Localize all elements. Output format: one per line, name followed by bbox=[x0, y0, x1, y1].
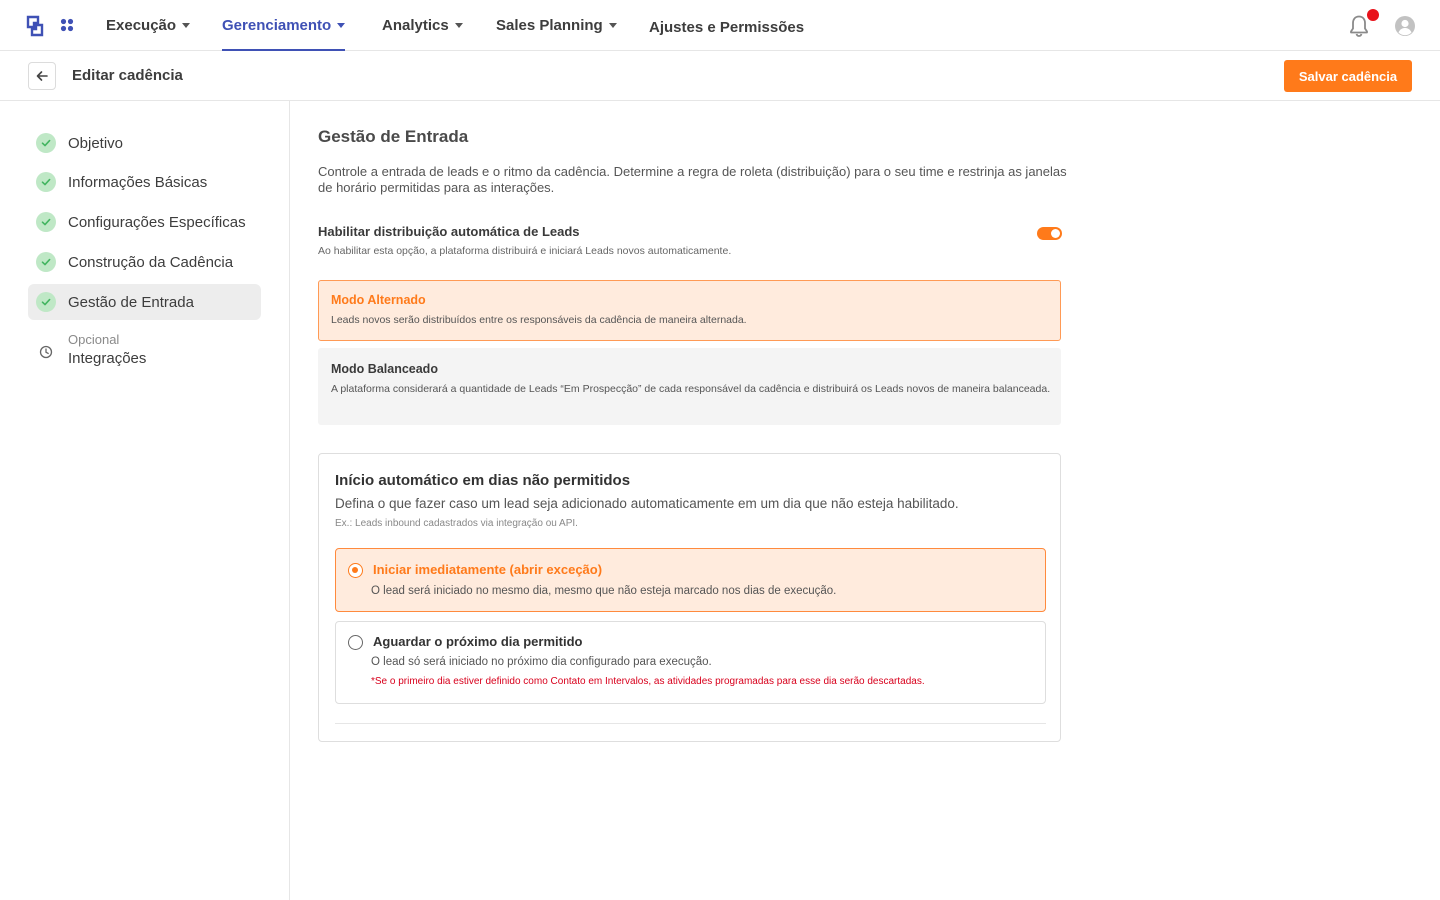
sidebar-step-label: Objetivo bbox=[68, 134, 124, 152]
section-title: Gestão de Entrada bbox=[318, 127, 469, 146]
sidebar-step-objetivo[interactable] bbox=[28, 125, 261, 161]
clock-icon bbox=[39, 345, 53, 359]
nav-item-gerenciamento[interactable] bbox=[222, 0, 345, 51]
top-navigation bbox=[0, 0, 1440, 51]
save-cadence-button[interactable]: Salvar cadência bbox=[1284, 60, 1412, 92]
nav-item-analytics[interactable] bbox=[382, 0, 463, 51]
option-description: O lead será iniciado no mesmo dia, mesmo que não esteja marcado nos dias de execução. bbox=[371, 585, 837, 597]
nav-item-execucao[interactable] bbox=[106, 0, 190, 51]
auto-start-card bbox=[318, 453, 1061, 742]
divider bbox=[335, 723, 1046, 724]
arrow-left-icon bbox=[35, 69, 49, 83]
chevron-down-icon bbox=[182, 23, 190, 28]
sidebar-step-configuracoes-especificas[interactable] bbox=[28, 204, 261, 240]
check-circle-icon bbox=[36, 172, 56, 192]
mode-title: Modo Alternado bbox=[331, 293, 426, 307]
sidebar-step-label: Gestão de Entrada bbox=[68, 293, 194, 311]
card-example: Ex.: Leads inbound cadastrados via integração ou API. bbox=[335, 518, 578, 529]
nav-item-label: Gerenciamento bbox=[222, 17, 332, 34]
radio-unselected-icon[interactable] bbox=[348, 635, 363, 650]
auto-distribution-toggle[interactable] bbox=[1037, 227, 1062, 240]
sidebar-step-label: Construção da Cadência bbox=[68, 253, 234, 271]
mode-title: Modo Balanceado bbox=[331, 362, 438, 376]
nav-item-label: Ajustes e Permissões bbox=[649, 19, 805, 36]
chevron-down-icon bbox=[609, 23, 617, 28]
nav-item-label: Execução bbox=[106, 17, 177, 34]
sidebar-step-construcao-cadencia[interactable] bbox=[28, 244, 261, 280]
sidebar-step-label: Configurações Específicas bbox=[68, 213, 246, 231]
apps-grid-icon[interactable] bbox=[60, 18, 74, 32]
section-description: Controle a entrada de leads e o ritmo da cadência. Determine a regra de roleta (distribuição) para o seu time e restrinja as janelas de horário permitidas para as interações. bbox=[318, 164, 1067, 195]
option-description: O lead só será iniciado no próximo dia configurado para execução. bbox=[371, 656, 712, 668]
wait-next-day-option[interactable] bbox=[335, 621, 1046, 704]
nav-item-sales-planning[interactable] bbox=[496, 0, 617, 51]
mode-description: Leads novos serão distribuídos entre os responsáveis da cadência de maneira alternada. bbox=[331, 314, 747, 326]
sidebar-step-gestao-entrada[interactable] bbox=[28, 284, 261, 320]
check-circle-icon bbox=[36, 133, 56, 153]
check-circle-icon bbox=[36, 252, 56, 272]
radio-selected-icon[interactable] bbox=[348, 563, 363, 578]
start-immediately-option[interactable] bbox=[335, 548, 1046, 612]
chevron-down-icon bbox=[455, 23, 463, 28]
company-logo-icon[interactable] bbox=[26, 15, 44, 37]
auto-distribution-label: Habilitar distribuição automática de Leads bbox=[318, 224, 580, 239]
sidebar-step-label: Informações Básicas bbox=[68, 173, 208, 191]
card-title: Início automático em dias não permitidos bbox=[335, 472, 631, 489]
option-title: Iniciar imediatamente (abrir exceção) bbox=[373, 562, 603, 577]
toggle-knob bbox=[1051, 229, 1060, 238]
sidebar-step-integracoes[interactable] bbox=[28, 331, 261, 371]
nav-item-ajustes[interactable] bbox=[649, 2, 804, 53]
card-description: Defina o que fazer caso um lead seja adicionado automaticamente em um dia que não esteja habilitado. bbox=[335, 496, 959, 511]
user-avatar-icon[interactable] bbox=[1394, 15, 1416, 37]
sidebar-step-informacoes-basicas[interactable] bbox=[28, 164, 261, 200]
mode-alternado-option[interactable] bbox=[318, 280, 1061, 341]
steps-sidebar bbox=[0, 101, 290, 900]
check-circle-icon bbox=[36, 292, 56, 312]
mode-balanceado-option[interactable] bbox=[318, 348, 1061, 425]
chevron-down-icon bbox=[337, 23, 345, 28]
back-button[interactable] bbox=[28, 62, 56, 90]
check-circle-icon bbox=[36, 212, 56, 232]
mode-description: A plataforma considerará a quantidade de Leads “Em Prospecção” de cada responsável da cadência e distribuirá os Leads novos de maneira balanceada. bbox=[331, 383, 1051, 395]
option-title: Aguardar o próximo dia permitido bbox=[373, 634, 583, 649]
optional-tag: Opcional bbox=[68, 332, 120, 347]
nav-item-label: Sales Planning bbox=[496, 17, 603, 34]
nav-item-label: Analytics bbox=[382, 17, 449, 34]
sidebar-step-label: Integrações bbox=[68, 350, 147, 367]
notification-dot bbox=[1367, 9, 1379, 21]
page-header bbox=[0, 51, 1440, 101]
page-title: Editar cadência bbox=[72, 67, 183, 84]
option-warning: *Se o primeiro dia estiver definido como Contato em Intervalos, as atividades programadas para esse dia serão descartadas. bbox=[371, 676, 925, 687]
auto-distribution-description: Ao habilitar esta opção, a plataforma distribuirá e iniciará Leads novos automaticamente. bbox=[318, 245, 732, 257]
